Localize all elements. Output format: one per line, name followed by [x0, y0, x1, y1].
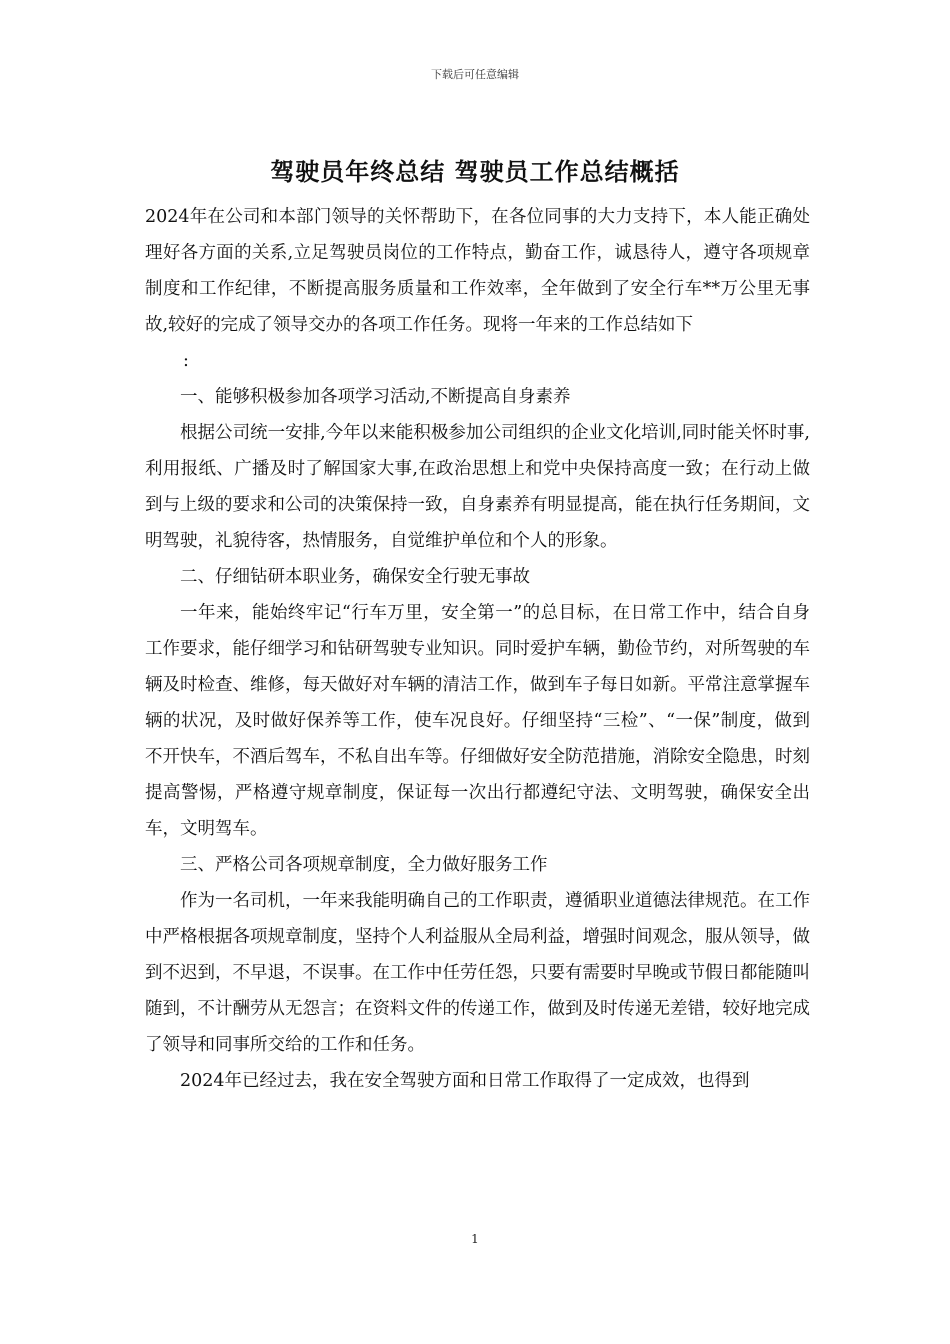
paragraph-closing: 2024年已经过去，我在安全驾驶方面和日常工作取得了一定成效，也得到 [180, 1071, 750, 1091]
section-heading-2: 二、仔细钻研本职业务，确保安全行驶无事故 [180, 567, 530, 587]
paragraph-intro: 2024年在公司和本部门领导的关怀帮助下，在各位同事的大力支持下，本人能正确处理好各方面的关系,立足驾驶员岗位的工作特点，勤奋工作，诚恳待人，遵守各项规章制度和工作纪律，不断提高服务质量和工作效率，全年做到了安全行车**万公里无事故,较好的完成了领导交办的各项工作任务。现将一年来的工作总结如下 [145, 207, 810, 335]
paragraph-section-3: 作为一名司机，一年来我能明确自己的工作职责，遵循职业道德法律规范。在工作中严格根据各项规章制度，坚持个人利益服从全局利益，增强时间观念，服从领导，做到不迟到，不早退，不误事。在工作中任劳任怨，只要有需要时早晚或节假日都能随叫随到，不计酬劳从无怨言；在资料文件的传递工作，做到及时传递无差错，较好地完成了领导和同事所交给的工作和任务。 [145, 891, 810, 1055]
page-number: 1 [471, 1232, 479, 1246]
document-title: 驾驶员年终总结 驾驶员工作总结概括 [270, 158, 680, 186]
header-note: 下载后可任意编辑 [431, 68, 519, 81]
section-heading-3: 三、严格公司各项规章制度，全力做好服务工作 [180, 855, 548, 875]
paragraph-section-2: 一年来，能始终牢记“行车万里，安全第一”的总目标，在日常工作中，结合自身工作要求，能仔细学习和钻研驾驶专业知识。同时爱护车辆，勤俭节约，对所驾驶的车辆及时检查、维修，每天做好对车辆的清洁工作，做到车子每日如新。平常注意掌握车辆的状况，及时做好保养等工作，使车况良好。仔细坚持“三检”、“一保”制度，做到不开快车，不酒后驾车，不私自出车等。仔细做好安全防范措施，消除安全隐患，时刻提高警惕，严格遵守规章制度，保证每一次出行都遵纪守法、文明驾驶，确保安全出车，文明驾车。 [145, 603, 810, 839]
document-body [145, 199, 810, 1099]
section-heading-1: 一、能够积极参加各项学习活动,不断提高自身素养 [180, 387, 571, 407]
paragraph-colon: : [183, 351, 189, 371]
paragraph-section-1: 根据公司统一安排,今年以来能积极参加公司组织的企业文化培训,同时能关怀时事,利用报纸、广播及时了解国家大事,在政治思想上和党中央保持高度一致；在行动上做到与上级的要求和公司的决策保持一致，自身素养有明显提高，能在执行任务期间，文明驾驶，礼貌待客，热情服务，自觉维护单位和个人的形象。 [145, 423, 810, 551]
